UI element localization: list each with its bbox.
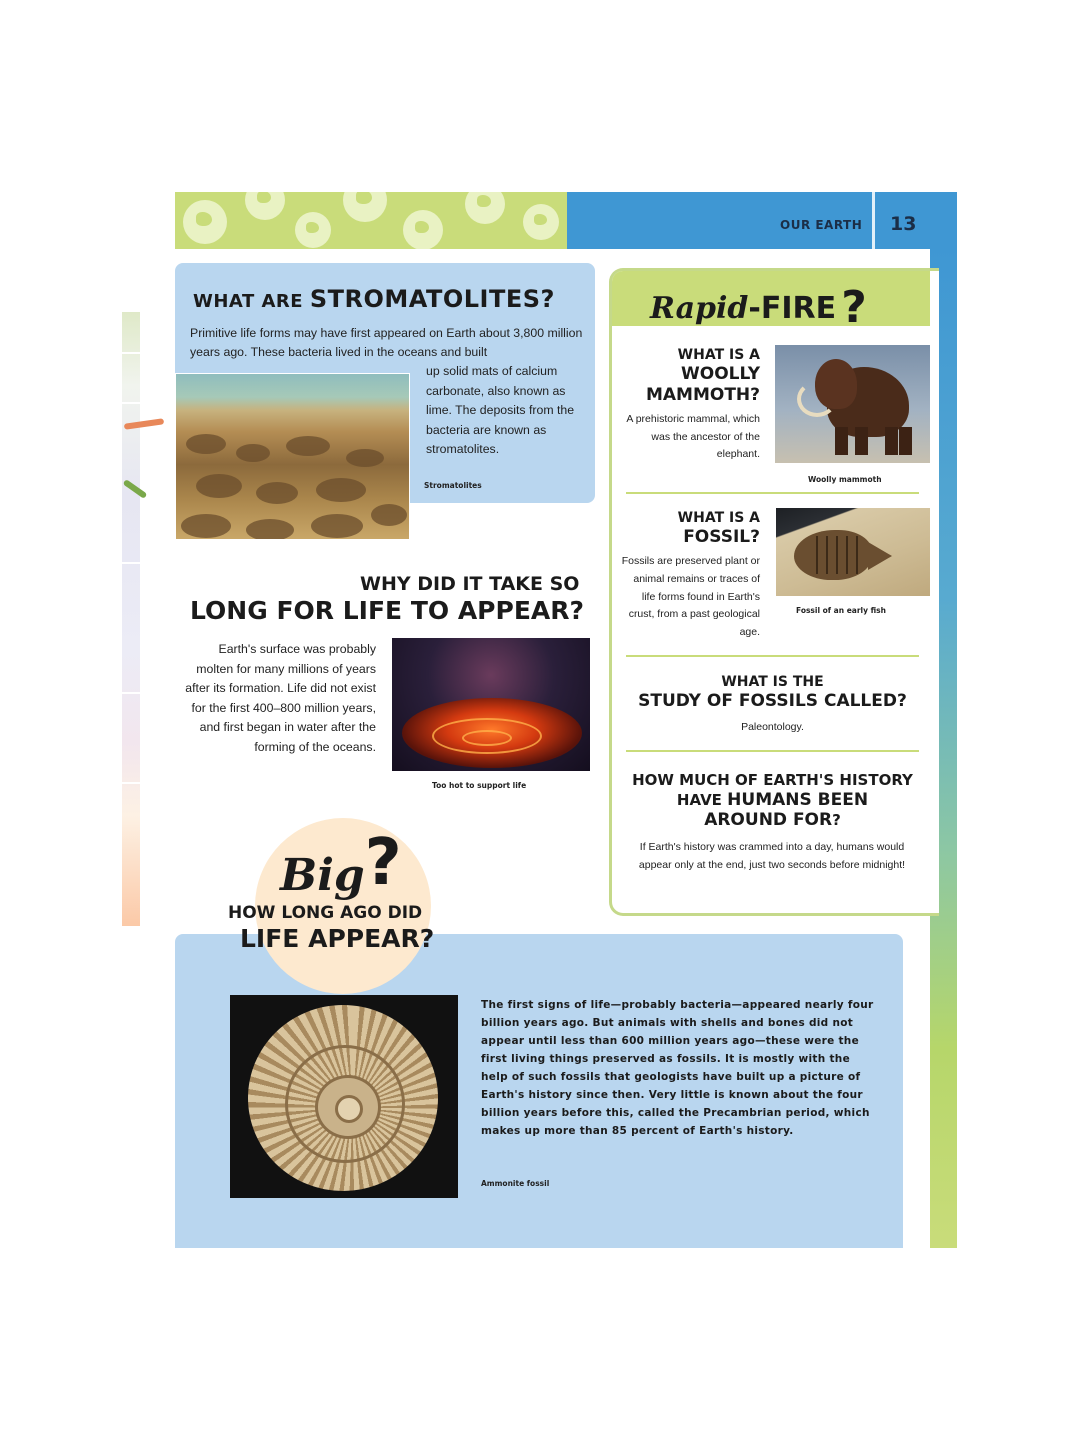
heading-small-text: WHAT ARE — [193, 291, 310, 312]
heading-line-3a: AROUND FOR — [704, 810, 833, 830]
mammoth-body: A prehistoric mammal, which was the ancestor of the elephant. — [626, 413, 760, 460]
rapid-fire-divider — [626, 655, 919, 657]
heading-big-text: FOSSIL? — [683, 527, 760, 547]
big-question-title — [280, 826, 402, 906]
rapid-fire-script: Rapid — [650, 291, 749, 326]
mammoth-heading — [620, 346, 760, 406]
header-divider — [872, 192, 875, 249]
mammoth-photo — [775, 345, 930, 463]
study-body: Paleontology. — [741, 721, 804, 733]
humans-body: If Earth's history was crammed into a day, humans would appear only at the end, just two seconds before midnight! — [638, 841, 906, 871]
globe-icon — [523, 204, 559, 240]
stromatolites-body-1: Primitive life forms may have first appeared on Earth about 3,800 million years ago. These bacteria lived in the oceans and built — [190, 326, 583, 359]
study-heading-2: STUDY OF FOSSILS CALLED? — [638, 691, 907, 711]
heading-small-text: WHAT IS A — [677, 347, 760, 363]
fossil-heading — [640, 509, 760, 548]
stromatolites-photo — [175, 373, 410, 540]
why-long-heading-1: WHY DID IT TAKE SO — [360, 573, 580, 595]
globe-icon — [245, 192, 285, 220]
fossil-fish-photo — [776, 508, 930, 596]
rapid-fire-text: -FIRE — [748, 291, 837, 326]
rapid-fire-divider — [626, 750, 919, 752]
lava-caption: Too hot to support life — [432, 781, 527, 790]
big-question-line-1: HOW LONG AGO DID — [228, 903, 423, 923]
heading-line-1: HOW MUCH OF EARTH'S HISTORY — [632, 771, 913, 789]
humans-heading — [626, 770, 919, 830]
heading-line-3b: ? — [832, 811, 841, 829]
question-mark-icon: ? — [364, 826, 402, 900]
globe-icon — [343, 192, 387, 222]
heading-small-text: WHAT IS A — [677, 510, 760, 526]
heading-line-2a: HAVE — [676, 791, 728, 809]
big-question-line-2: LIFE APPEAR? — [240, 924, 435, 953]
question-mark-icon: ? — [841, 282, 867, 333]
globe-icon — [183, 200, 227, 244]
stromatolites-body-2: up solid mats of calcium carbonate, also known as lime. The deposits from the bacteria are known as stromatolites. — [426, 364, 575, 456]
page-number: 13 — [890, 213, 917, 235]
section-title: OUR EARTH — [780, 218, 863, 232]
heading-big-text: STROMATOLITES? — [309, 285, 555, 313]
ammonite-photo — [230, 995, 458, 1198]
fossil-body: Fossils are preserved plant or animal remains or traces of life forms found in Earth's crust, from a past geological age. — [621, 555, 760, 639]
big-question-body: The first signs of life—probably bacteria—appeared nearly four billion years ago. But animals with shells and bones did not appear until less than 600 million years ago—these were the first living things preserved as fossils. It is mostly with the help of such fossils that geologists have built up a picture of Earth's history since then. Very little is known about the four billion years before this, called the Precambrian period, which makes up more than 85 percent of Earth's history. — [481, 999, 874, 1137]
globe-icon — [403, 210, 443, 249]
lava-photo — [392, 638, 590, 771]
mammoth-caption: Woolly mammoth — [808, 475, 882, 484]
rapid-fire-divider — [626, 492, 919, 494]
big-script: Big — [280, 850, 365, 901]
header-globe-band — [175, 192, 567, 249]
why-long-heading-2: LONG FOR LIFE TO APPEAR? — [190, 596, 584, 625]
adjacent-page-edge — [122, 312, 140, 926]
why-long-body: Earth's surface was probably molten for many millions of years after its formation. Life did not exist for the first 400–800 million years, and first began in water after the forming of the oceans. — [185, 642, 376, 754]
globe-icon — [295, 212, 331, 248]
heading-big-text: WOOLLY MAMMOTH? — [645, 364, 760, 405]
stromatolites-heading — [193, 285, 555, 313]
rapid-fire-title — [650, 278, 867, 333]
fossil-caption: Fossil of an early fish — [796, 606, 886, 615]
ammonite-caption: Ammonite fossil — [481, 1179, 550, 1188]
globe-icon — [465, 192, 505, 224]
study-heading-1: WHAT IS THE — [721, 674, 824, 690]
stromatolites-caption: Stromatolites — [424, 481, 482, 490]
heading-line-2b: HUMANS BEEN — [727, 790, 869, 810]
